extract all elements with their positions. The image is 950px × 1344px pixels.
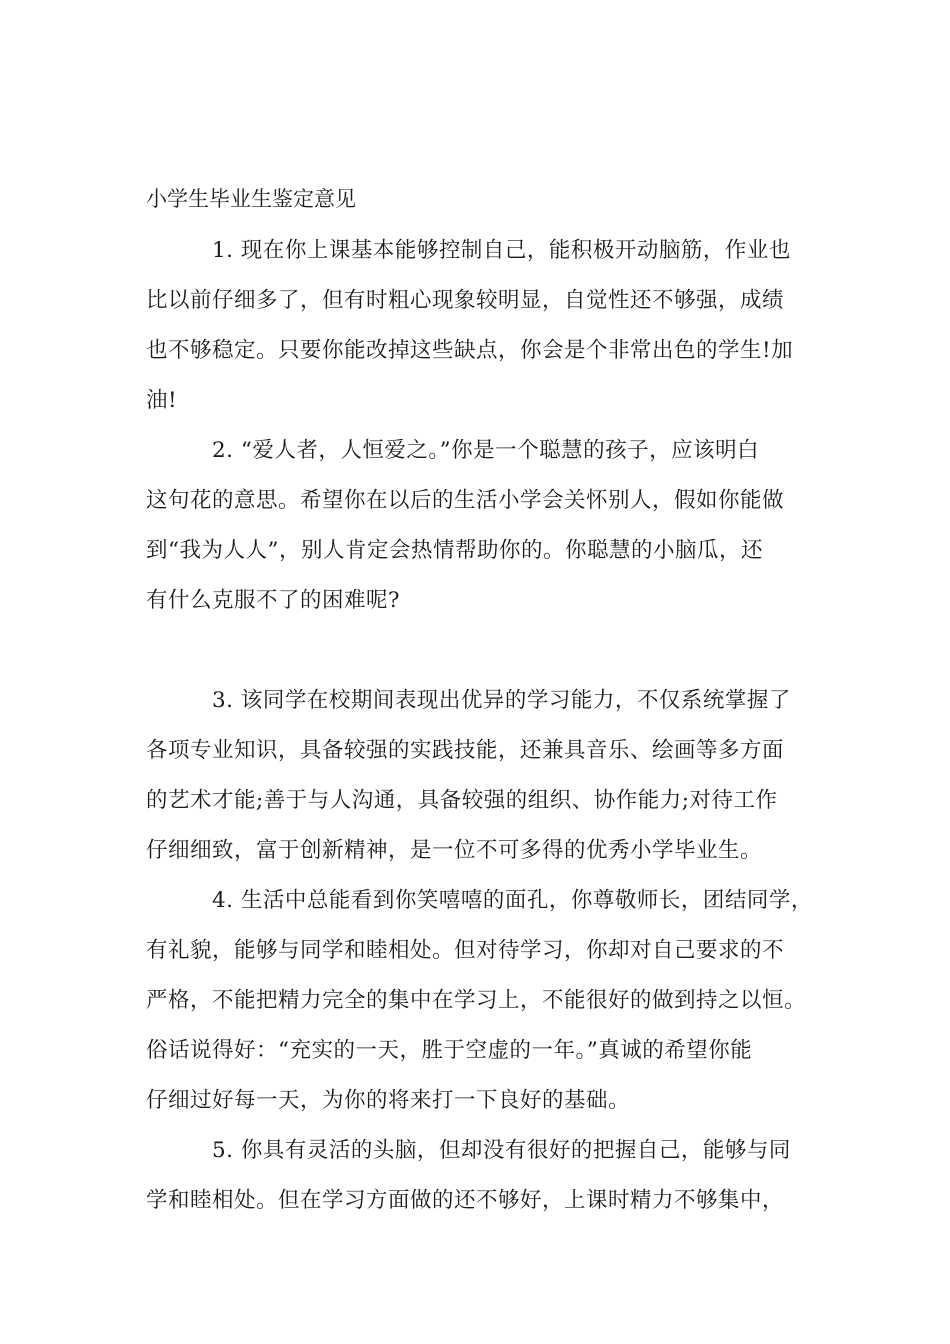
paragraph-5-line-1: 5. 你具有灵活的头脑，但却没有很好的把握自己，能够与同	[212, 1138, 791, 1163]
paragraph-4-line-3: 严格，不能把精力完全的集中在学习上，不能很好的做到持之以恒。	[146, 988, 807, 1013]
paragraph-4-line-4: 俗话说得好：“充实的一天，胜于空虚的一年。”真诚的希望你能	[146, 1038, 753, 1063]
paragraph-1-line-2: 比以前仔细多了，但有时粗心现象较明显，自觉性还不够强，成绩	[146, 288, 785, 313]
document-title: 小学生毕业生鉴定意见	[146, 187, 356, 211]
paragraph-3-line-2: 各项专业知识，具备较强的实践技能，还兼具音乐、绘画等多方面	[146, 738, 785, 763]
paragraph-2-line-4: 有什么克服不了的困难呢?	[146, 588, 401, 613]
paragraph-4-line-2: 有礼貌，能够与同学和睦相处。但对待学习，你却对自己要求的不	[146, 938, 785, 963]
paragraph-5-line-2: 学和睦相处。但在学习方面做的还不够好，上课时精力不够集中，	[146, 1188, 785, 1213]
paragraph-1-line-3: 也不够稳定。只要你能改掉这些缺点，你会是个非常出色的学生!加	[146, 338, 794, 363]
paragraph-3-line-1: 3. 该同学在校期间表现出优异的学习能力，不仅系统掌握了	[212, 688, 791, 713]
paragraph-3-line-4: 仔细细致，富于创新精神，是一位不可多得的优秀小学毕业生。	[146, 838, 763, 863]
paragraph-2-line-2: 这句花的意思。希望你在以后的生活小学会关怀别人，假如你能做	[146, 488, 785, 513]
paragraph-2-line-1: 2. “爱人者，人恒爱之。”你是一个聪慧的孩子，应该明白	[212, 438, 760, 463]
paragraph-3-line-3: 的艺术才能;善于与人沟通，具备较强的组织、协作能力;对待工作	[146, 788, 778, 813]
paragraph-4-line-1: 4. 生活中总能看到你笑嘻嘻的面孔，你尊敬师长，团结同学，	[212, 888, 813, 913]
paragraph-1-line-1: 1. 现在你上课基本能够控制自己，能积极开动脑筋，作业也	[212, 238, 791, 263]
paragraph-1-line-4: 油!	[146, 388, 178, 413]
paragraph-2-line-3: 到“我为人人”，别人肯定会热情帮助你的。你聪慧的小脑瓜，还	[146, 538, 763, 563]
paragraph-4-line-5: 仔细过好每一天，为你的将来打一下良好的基础。	[146, 1088, 631, 1113]
